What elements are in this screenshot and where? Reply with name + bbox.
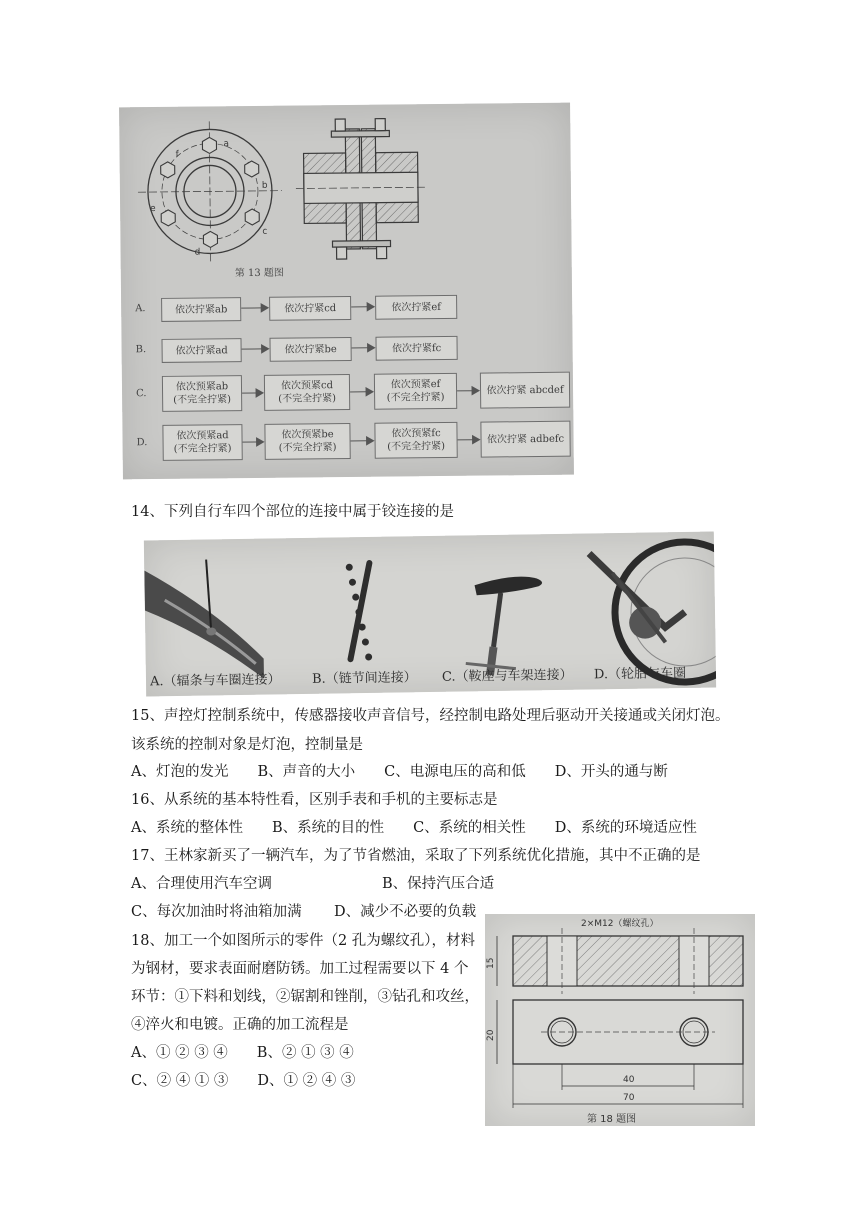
figure-18-caption: 第 18 题图 — [587, 1114, 637, 1125]
question-18-line3: 环节：①下料和划线，②锯割和锉削，③钻孔和攻丝， — [131, 989, 479, 1005]
bolt-label-e: e — [150, 203, 156, 215]
figure-18-photo — [485, 914, 755, 1126]
flow-box-c2: 依次预紧cd (不完全拧紧) — [264, 374, 350, 411]
bike-label-b: B.（链节间连接） — [311, 670, 417, 687]
dim-length: 70 — [623, 1093, 635, 1103]
question-15-options: A、灯泡的发光 B、声音的大小 C、电源电压的高和低 D、开头的通与断 — [131, 764, 668, 780]
thread-label: 2×M12（螺纹孔） — [581, 919, 659, 929]
question-16-stem: 16、从系统的基本特性看，区别手表和手机的主要标志是 — [131, 792, 498, 808]
question-17-option-a: A、合理使用汽车空调 — [131, 876, 272, 892]
flow-box-a1: 依次拧紧ab — [161, 297, 241, 322]
figure-13-photo — [119, 103, 574, 480]
dim-hole-spacing: 40 — [623, 1075, 635, 1085]
chain-image — [345, 559, 374, 662]
bolt-label-b: b — [261, 180, 268, 191]
dim-height-front: 20 — [486, 1029, 496, 1041]
question-17-stem: 17、王林家新买了一辆汽车，为了节省燃油，采取了下列系统优化措施，其中不正确的是 — [131, 848, 701, 864]
flow-box-d3: 依次预紧fc (不完全拧紧) — [374, 422, 457, 459]
question-17-option-d: D、减少不必要的负载 — [334, 904, 477, 920]
flow-box-c1: 依次预紧ab (不完全拧紧) — [162, 375, 242, 412]
question-18-options-ab: A、① ② ③ ④ B、② ① ③ ④ — [131, 1045, 354, 1061]
option-a-letter: A. — [135, 303, 146, 315]
bike-label-c: C.（鞍座与车架连接） — [441, 667, 573, 685]
option-d-letter: D. — [136, 437, 148, 449]
flow-box-a3: 依次拧紧ef — [375, 295, 457, 320]
question-18-options-cd: C、② ④ ① ③ D、① ② ④ ③ — [131, 1073, 356, 1089]
flow-box-c3: 依次预紧ef (不完全拧紧) — [374, 373, 457, 410]
question-15-stem-line1: 15、声控灯控制系统中，传感器接收声音信号，经控制电路处理后驱动开关接通或关闭灯泡。 — [131, 708, 730, 724]
question-18-line4: ④淬火和电镀。正确的加工流程是 — [131, 1017, 349, 1033]
bicycle-parts-photo — [144, 532, 716, 697]
rim-spoke-image — [144, 559, 264, 681]
flow-box-d2: 依次预紧be (不完全拧紧) — [264, 423, 350, 460]
option-c-letter: C. — [136, 388, 147, 400]
bike-label-a: A.（辐条与车圈连接） — [149, 672, 281, 690]
bolt-label-d: d — [194, 247, 201, 258]
flow-box-d4: 依次拧紧 adbefc — [480, 421, 570, 458]
bike-label-d: D.（轮胎与车圈 — [593, 665, 687, 683]
flow-box-d1: 依次预紧ad (不完全拧紧) — [162, 424, 242, 461]
bolt-label-a: a — [223, 139, 230, 150]
option-b-letter: B. — [135, 344, 147, 356]
flow-box-b2: 依次拧紧be — [269, 337, 351, 362]
question-17-option-c: C、每次加油时将油箱加满 — [131, 904, 302, 920]
flow-box-c4: 依次拧紧 abcdef — [480, 372, 570, 409]
question-15-stem-line2: 该系统的控制对象是灯泡，控制量是 — [131, 737, 363, 753]
bolt-label-f: f — [175, 149, 179, 160]
question-17-option-b: B、保持汽压合适 — [382, 876, 495, 892]
part-drawing — [485, 914, 755, 1126]
figure-13-caption: 第 13 题图 — [234, 267, 284, 280]
saddle-image — [464, 576, 543, 675]
bolt-label-c: c — [262, 226, 268, 237]
question-16-options: A、系统的整体性 B、系统的目的性 C、系统的相关性 D、系统的环境适应性 — [131, 820, 697, 836]
dim-height-top: 15 — [486, 957, 496, 969]
question-18-line2: 为钢材，要求表面耐磨防锈。加工过程需要以下 4 个 — [131, 961, 469, 977]
flow-box-b1: 依次拧紧ad — [161, 338, 241, 363]
question-14-stem: 14、下列自行车四个部位的连接中属于铰连接的是 — [131, 504, 454, 520]
flow-box-b3: 依次拧紧fc — [375, 336, 457, 361]
question-18-line1: 18、加工一个如图所示的零件（2 孔为螺纹孔），材料 — [131, 933, 476, 949]
flow-box-a2: 依次拧紧cd — [269, 296, 351, 321]
